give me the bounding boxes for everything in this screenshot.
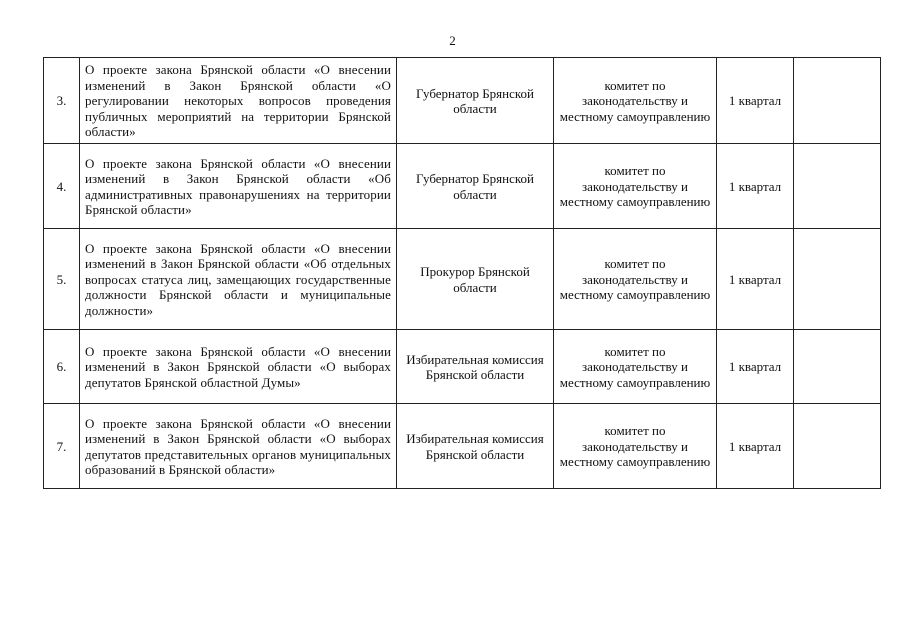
note-cell <box>794 404 881 489</box>
initiator: Прокурор Брянской области <box>397 229 554 330</box>
responsible-committee: комитет по законодательству и местному самоуправлению <box>554 144 717 229</box>
legislative-plan-table <box>43 57 881 489</box>
bill-title: О проекте закона Брянской области «О внесении изменений в Закон Брянской области «Об административных правонарушениях на территории Брянской области» <box>80 144 397 229</box>
table-row <box>44 404 881 489</box>
initiator: Избирательная комиссия Брянской области <box>397 330 554 404</box>
term: 1 квартал <box>717 144 794 229</box>
row-number: 5. <box>44 229 80 330</box>
term: 1 квартал <box>717 404 794 489</box>
row-number: 6. <box>44 330 80 404</box>
term: 1 квартал <box>717 229 794 330</box>
table-row <box>44 144 881 229</box>
responsible-committee: комитет по законодательству и местному самоуправлению <box>554 58 717 144</box>
note-cell <box>794 229 881 330</box>
term: 1 квартал <box>717 58 794 144</box>
note-cell <box>794 58 881 144</box>
bill-title: О проекте закона Брянской области «О внесении изменений в Закон Брянской области «О выборах депутатов Брянской областной Думы» <box>80 330 397 404</box>
term: 1 квартал <box>717 330 794 404</box>
bill-title: О проекте закона Брянской области «О внесении изменений в Закон Брянской области «О выборах депутатов представительных органов муниципальных образований в Брянской области» <box>80 404 397 489</box>
table-row <box>44 330 881 404</box>
bill-title: О проекте закона Брянской области «О внесении изменений в Закон Брянской области «О регулировании некоторых вопросов проведения публичных мероприятий на территории Брянской области» <box>80 58 397 144</box>
note-cell <box>794 330 881 404</box>
responsible-committee: комитет по законодательству и местному самоуправлению <box>554 229 717 330</box>
initiator: Губернатор Брянской области <box>397 58 554 144</box>
row-number: 7. <box>44 404 80 489</box>
responsible-committee: комитет по законодательству и местному самоуправлению <box>554 404 717 489</box>
row-number: 4. <box>44 144 80 229</box>
note-cell <box>794 144 881 229</box>
initiator: Избирательная комиссия Брянской области <box>397 404 554 489</box>
table-row <box>44 229 881 330</box>
page-number: 2 <box>449 33 456 48</box>
bill-title: О проекте закона Брянской области «О внесении изменений в Закон Брянской области «Об отдельных вопросах статуса лиц, замещающих государственные должности Брянской области и муниципальные должности» <box>80 229 397 330</box>
responsible-committee: комитет по законодательству и местному самоуправлению <box>554 330 717 404</box>
initiator: Губернатор Брянской области <box>397 144 554 229</box>
table-row <box>44 58 881 144</box>
row-number: 3. <box>44 58 80 144</box>
